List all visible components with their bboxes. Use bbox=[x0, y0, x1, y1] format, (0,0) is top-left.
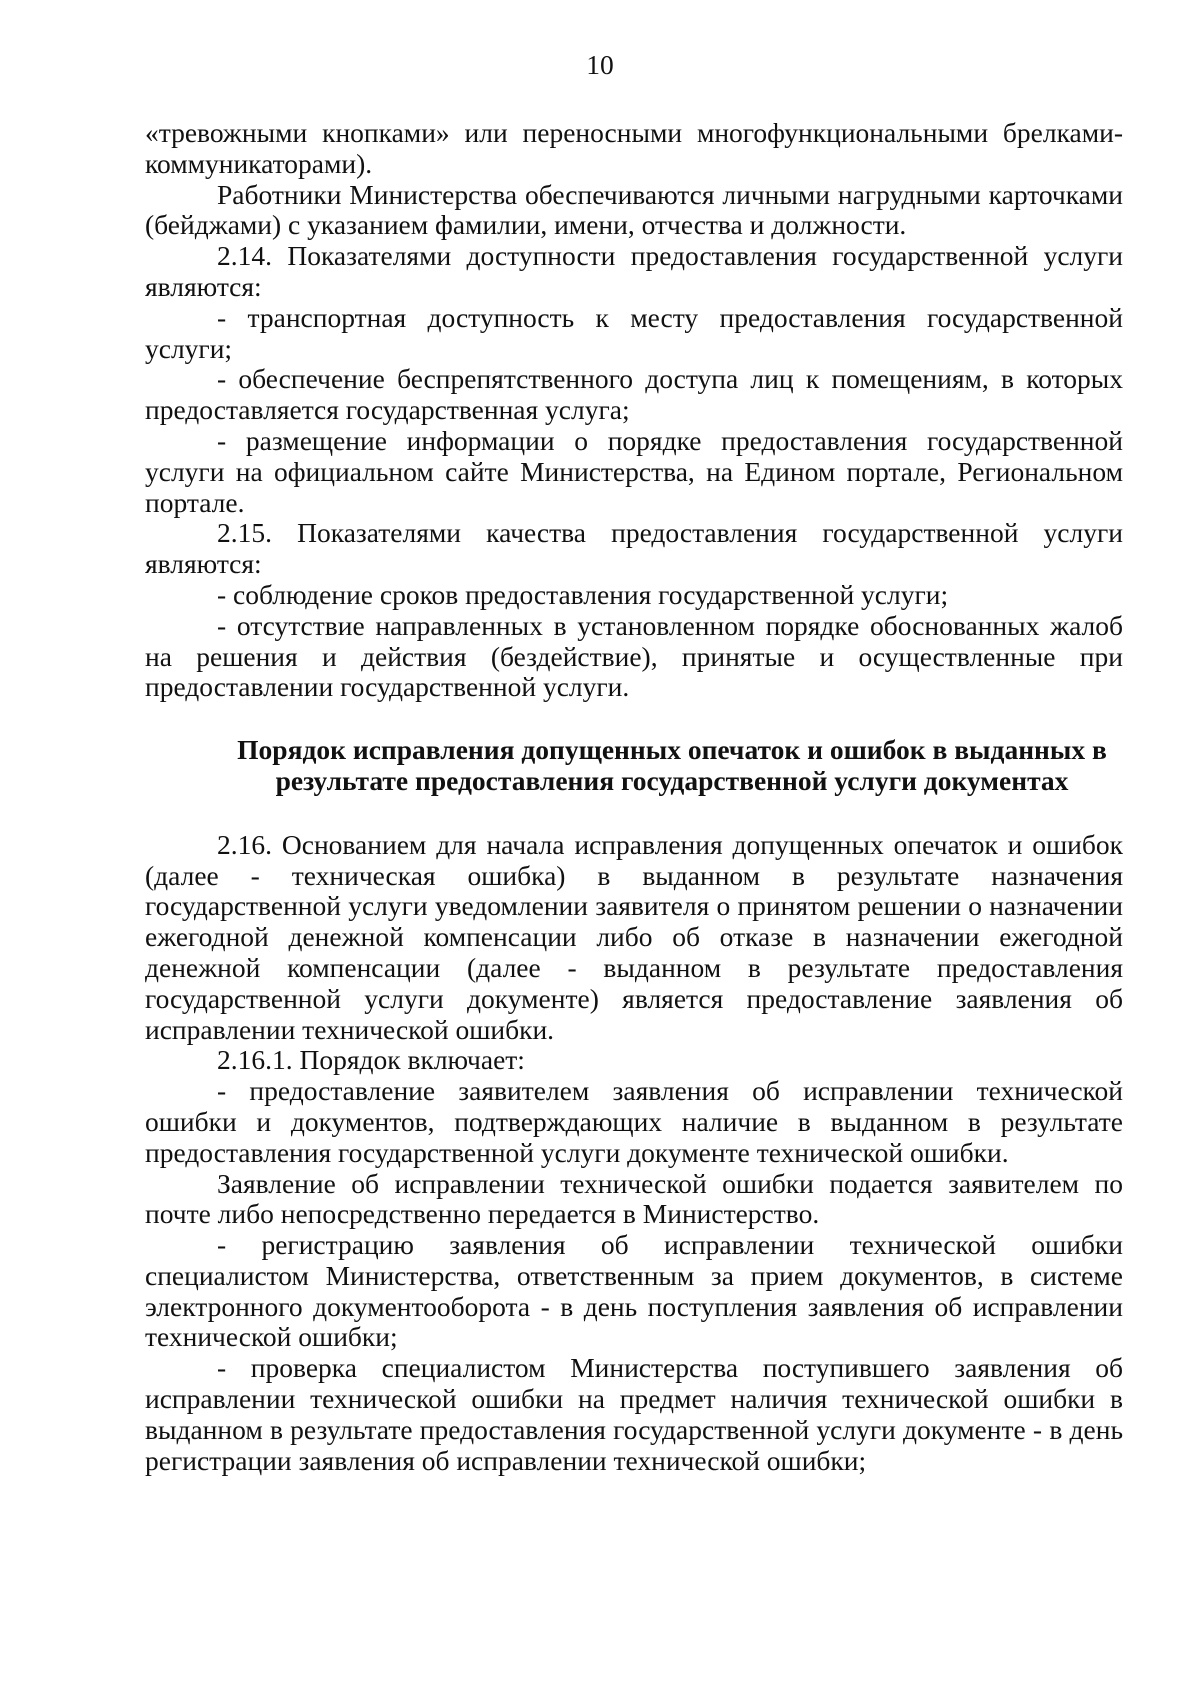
paragraph-2-16-1: 2.16.1. Порядок включает: bbox=[217, 1044, 525, 1076]
list-item-submission: - предоставление заявителем заявления об исправлении технической ошибки и документов, подтверждающих наличие в выданном в результате предоставления государственной услуги документе технической ошибки. bbox=[145, 1075, 1123, 1168]
paragraph-application-delivery: Заявление об исправлении технической ошибки подается заявителем по почте либо непосредственно передается в Министерство. bbox=[145, 1167, 1123, 1230]
paragraph-badges: Работники Министерства обеспечиваются личными нагрудными карточками (бейджами) с указанием фамилии, имени, отчества и должности. bbox=[145, 178, 1123, 241]
list-item-information-placement: - размещение информации о порядке предоставления государственной услуги на официальном сайте Министерства, на Едином портале, Региональном портале. bbox=[145, 424, 1123, 518]
paragraph-2-14: 2.14. Показателями доступности предоставления государственной услуги являются: bbox=[145, 240, 1123, 302]
document-body bbox=[145, 118, 1123, 1476]
paragraph-alarm-buttons: «тревожными кнопками» или переносными многофункциональными брелками-коммуникаторами). bbox=[145, 117, 1123, 179]
list-item-registration: - регистрацию заявления об исправлении технической ошибки специалистом Министерства, ответственным за прием документов, в системе электронного документооборота - в день поступления заявления об исправлении технической ошибки; bbox=[145, 1229, 1123, 1353]
paragraph-2-16: 2.16. Основанием для начала исправления допущенных опечаток и ошибок (далее - техническая ошибка) в выданном в результате назначения государственной услуги уведомлении заявителя о принятом решении о назначении ежегодной денежной компенсации либо об отказе в назначении ежегодной денежной компенсации (далее - выданном в результате предоставления государственной услуги документе) является предоставление заявления об исправлении технической ошибки. bbox=[145, 828, 1123, 1045]
list-item-transport-access: - транспортная доступность к месту предоставления государственной услуги; bbox=[145, 301, 1123, 364]
list-item-deadlines: - соблюдение сроков предоставления государственной услуги; bbox=[217, 578, 949, 610]
list-item-no-complaints: - отсутствие направленных в установленном порядке обоснованных жалоб на решения и действия (бездействие), принятые и осуществленные при предоставлении государственной услуги. bbox=[145, 609, 1123, 703]
paragraph-2-15: 2.15. Показателями качества предоставления государственной услуги являются: bbox=[145, 517, 1123, 580]
page-number: 10 bbox=[586, 49, 614, 80]
section-heading: Порядок исправления допущенных опечаток и ошибок в выданных в результате предоставления государственной услуги документах bbox=[237, 734, 1107, 796]
list-item-barrier-free-access: - обеспечение беспрепятственного доступа лиц к помещениям, в которых предоставляется государственная услуга; bbox=[145, 363, 1123, 426]
list-item-verification: - проверка специалистом Министерства поступившего заявления об исправлении технической ошибки на предмет наличия технической ошибки в выданном в результате предоставления государственной услуги документе - в день регистрации заявления об исправлении технической ошибки; bbox=[145, 1352, 1123, 1476]
